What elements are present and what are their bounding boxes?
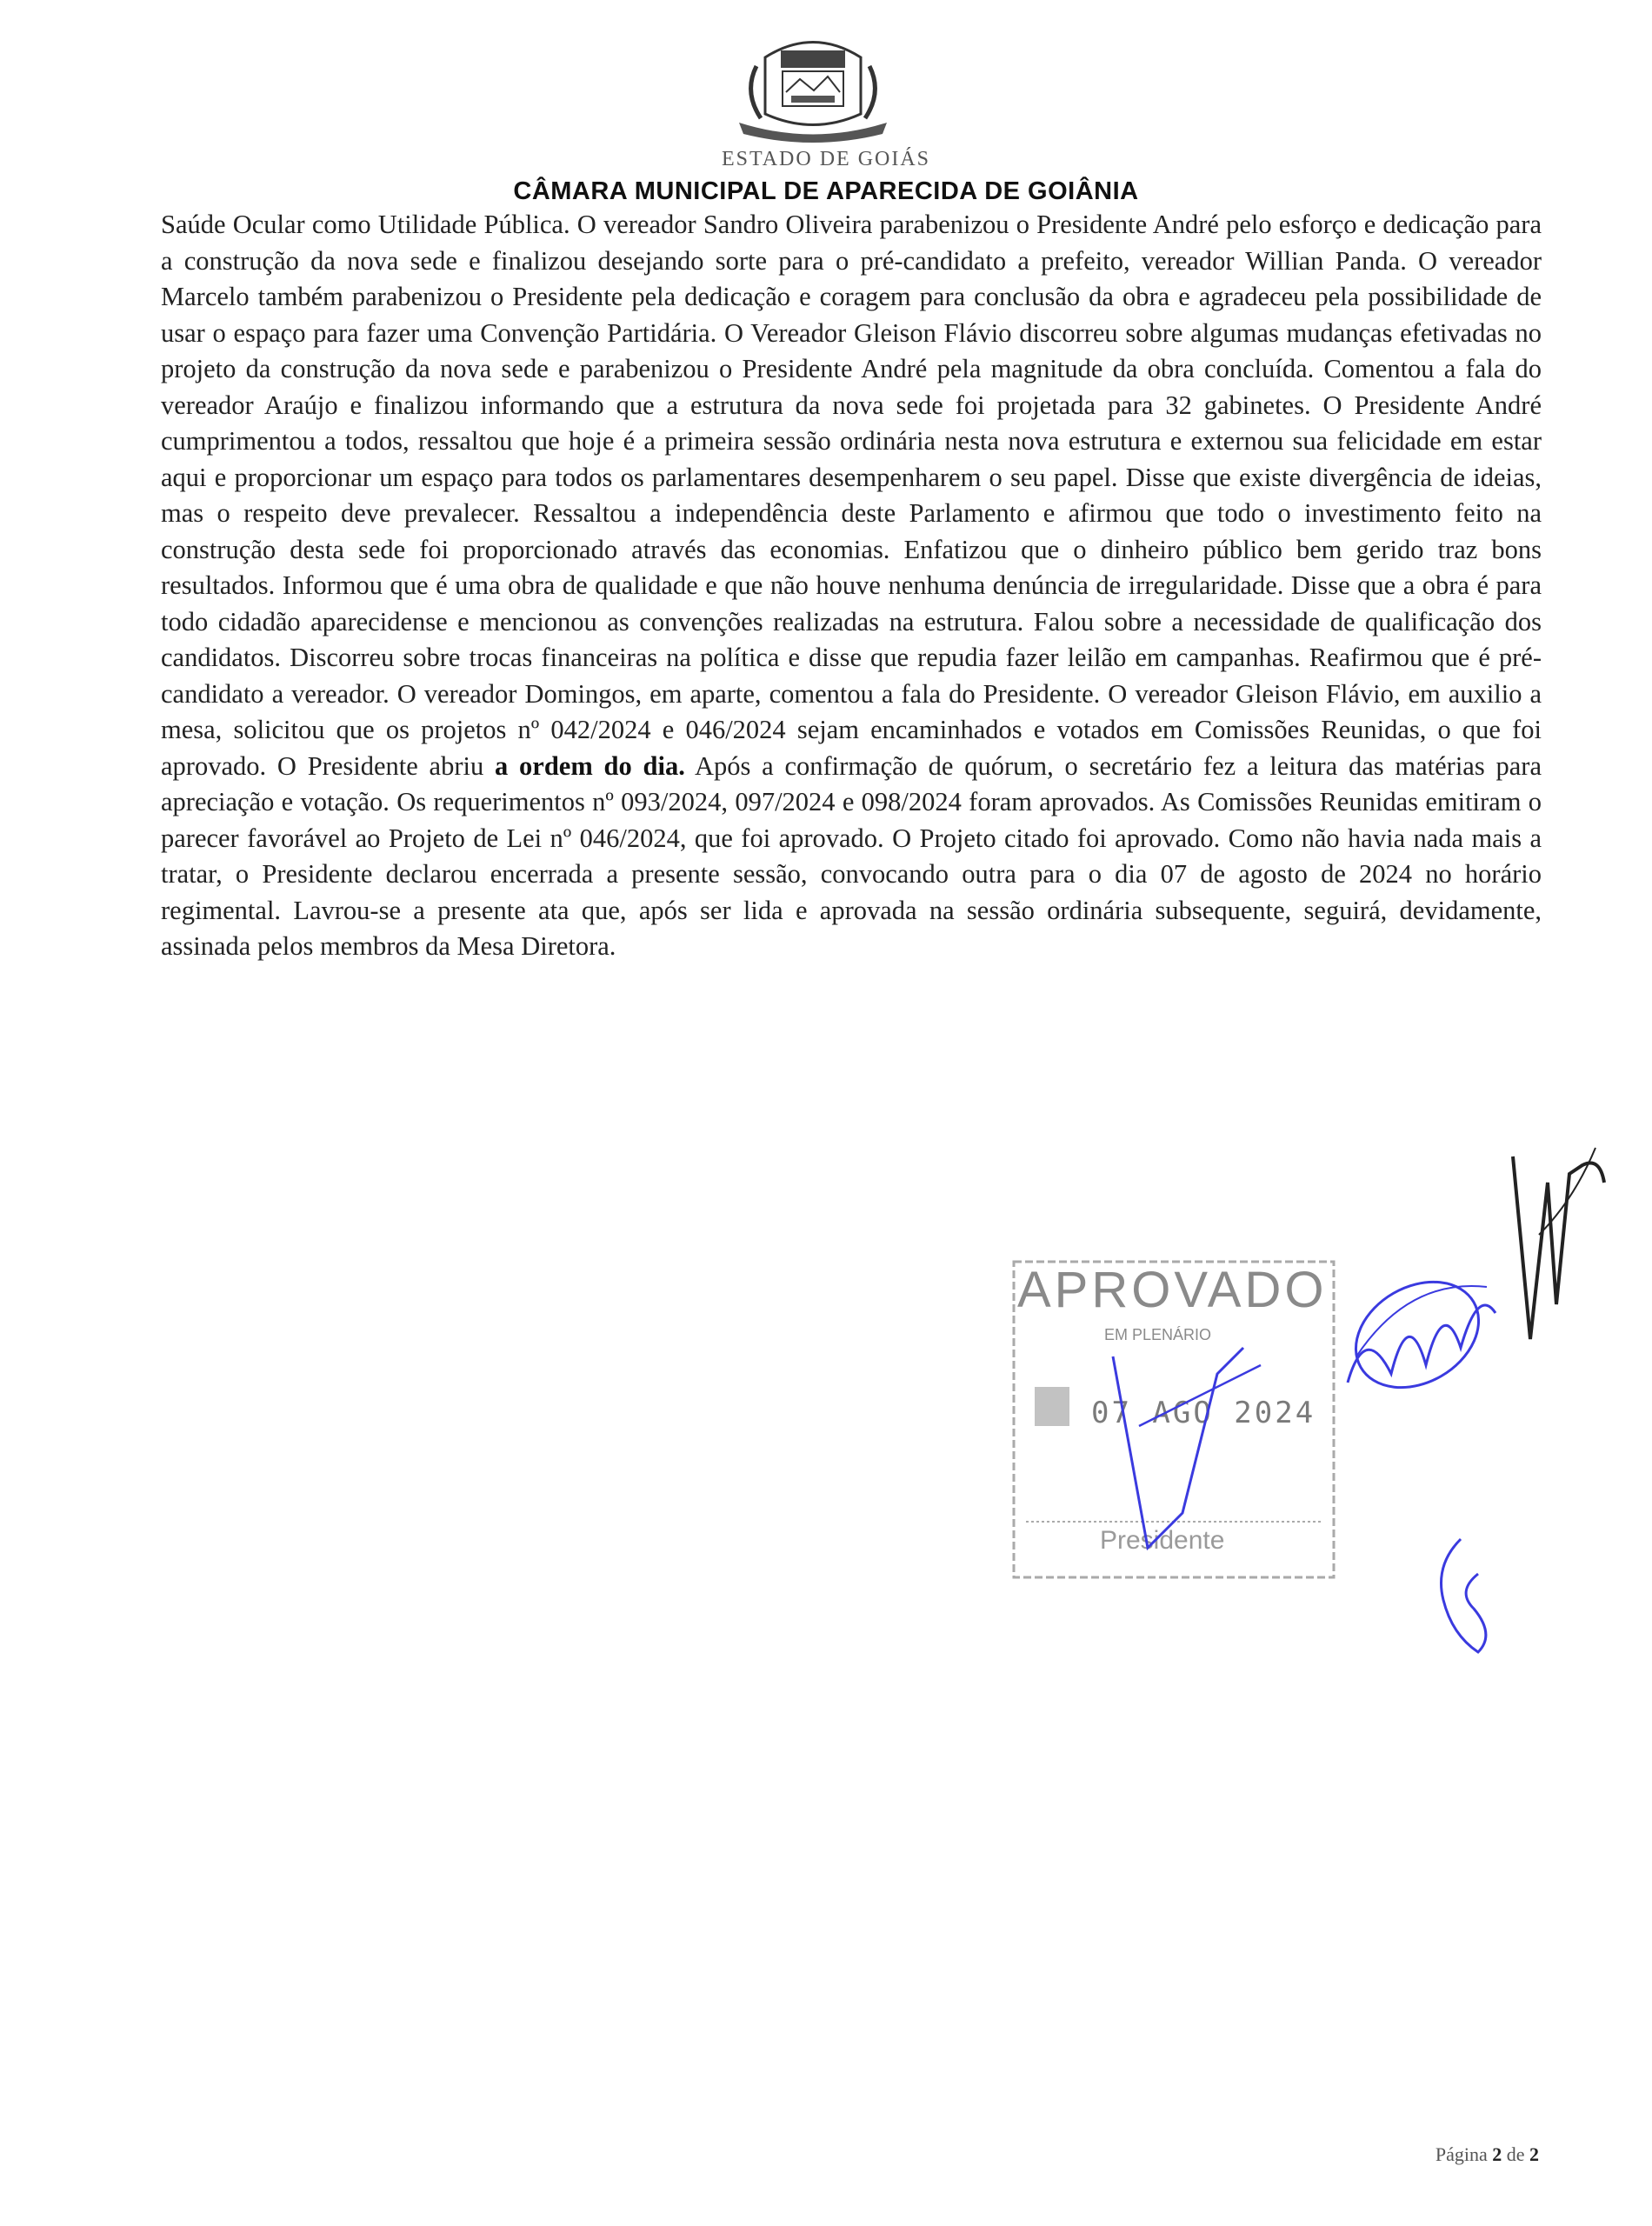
stamp-approved-text: APROVADO — [1017, 1262, 1328, 1318]
stamp-date: 07 AGO 2024 — [1091, 1396, 1316, 1430]
municipal-coat-of-arms-icon — [730, 31, 896, 143]
initials-signature — [1426, 1530, 1504, 1670]
signature-president — [1087, 1339, 1278, 1556]
signature-scribble — [1322, 1252, 1513, 1417]
chamber-name: CÂMARA MUNICIPAL DE APARECIDA DE GOIÂNIA — [513, 177, 1139, 205]
minutes-body — [161, 207, 1542, 965]
minutes-text-part1: Saúde Ocular como Utilidade Pública. O vereador Sandro Oliveira parabenizou o Presidente André pelo esforço e dedicação para a construção da nova sede e finalizou desejando sorte para o pré-candidato a prefeito, vereador Willian Panda. O vereador Marcelo também parabenizou o Presidente pela dedicação e coragem para conclusão da obra e agradeceu pela possibilidade de usar o espaço para fazer uma Convenção Partidária. O Vereador Gleison Flávio discorreu sobre algumas mudanças efetivadas no projeto da construção da nova sede e parabenizou o Presidente André pela magnitude da obra concluída. Comentou a fala do vereador Araújo e finalizou informando que a estrutura da nova sede foi projetada para 32 gabinetes. O Presidente André cumprimentou a todos, ressaltou que hoje é a primeira sessão ordinária nesta nova estrutura e externou sua felicidade em estar aqui e proporcionar um espaço para todos os parlamentares desempenharem o seu papel. Disse que existe divergência de ideias, mas o respeito deve prevalecer. Ressaltou a independência deste Parlamento e afirmou que todo o investimento feito na construção desta sede foi proporcionado através das economias. Enfatizou que o dinheiro público bem gerido traz bons resultados. Informou que é uma obra de qualidade e que não houve nenhuma denúncia de irregularidade. Disse que a obra é para todo cidadão aparecidense e mencionou as convenções realizadas na estrutura. Falou sobre a necessidade de qualificação dos candidatos. Discorreu sobre trocas financeiras na política e disse que repudia fazer leilão em campanhas. Reafirmou que é pré-candidato a vereador. O vereador Domingos, em aparte, comentou a fala do Presidente. O vereador Gleison Flávio, em auxilio a mesa, solicitou que os projetos nº 042/2024 e 046/2024 sejam encaminhados e votados em Comissões Reunidas, o que foi aprovado. O Presidente abriu — [161, 210, 1542, 781]
signature-secretary — [1495, 1130, 1609, 1356]
state-name: ESTADO DE GOIÁS — [721, 148, 931, 170]
stamp-sub-text: EM PLENÁRIO — [1104, 1326, 1212, 1343]
minutes-text-part2: Após a confirmação de quórum, o secretário fez a leitura das matérias para apreciação e votação. Os requerimentos nº 093/2024, 097/2024 e 098/2024 foram aprovados. As Comissões Reunidas emitiram o parecer favorável ao Projeto de Lei nº 046/2024, que foi aprovado. O Projeto citado foi aprovado. Como não havia nada mais a tratar, o Presidente declarou encerrada a presente sessão, convocando outra para o dia 07 de agosto de 2024 no horário regimental. Lavrou-se a presente ata que, após ser lida e aprovada na sessão ordinária subsequente, seguirá, devidamente, assinada pelos membros da Mesa Diretora. — [161, 750, 1542, 961]
stamp-role: Presidente — [1100, 1526, 1225, 1555]
page-number: Página 2 de 2 — [1435, 2143, 1539, 2165]
minutes-text-bold: a ordem do dia. — [495, 750, 685, 781]
